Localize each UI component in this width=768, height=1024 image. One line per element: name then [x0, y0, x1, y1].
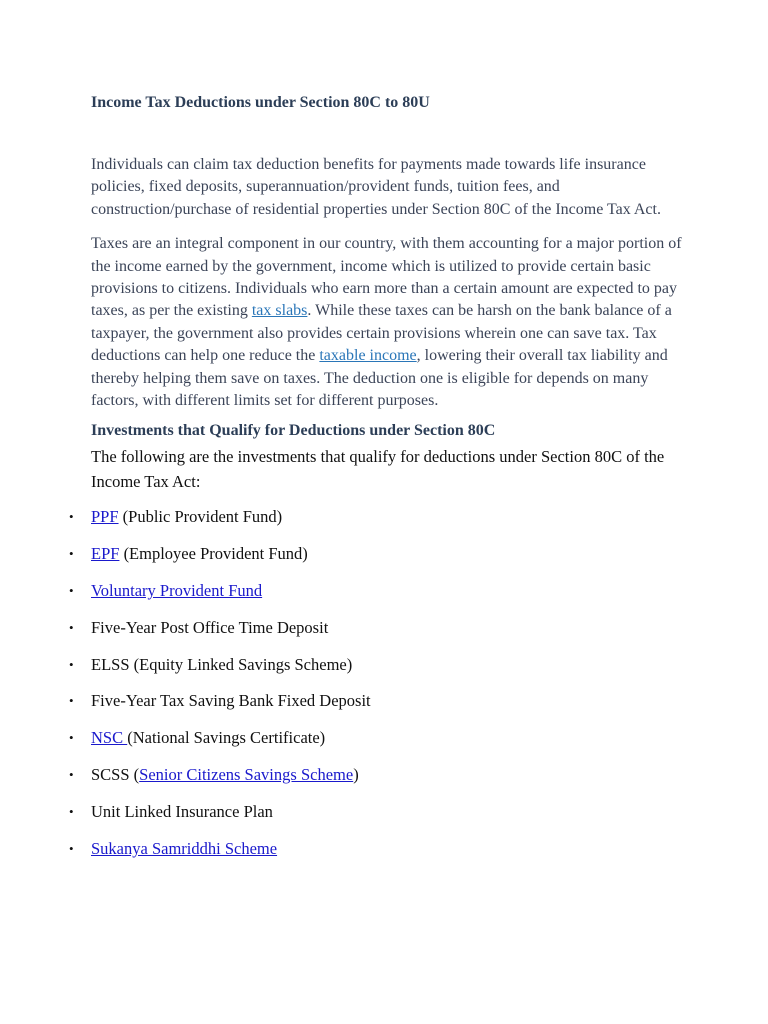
- list-item-scss: [47, 764, 691, 801]
- bullet-icon: •: [69, 730, 74, 746]
- list-item-ppf: [47, 506, 691, 543]
- section-heading: Investments that Qualify for Deductions under Section 80C: [91, 422, 496, 440]
- investments-list: [69, 506, 691, 874]
- section-intro: The following are the investments that qualify for deductions under Section 80C of the Income Tax Act:: [91, 447, 665, 492]
- bullet-icon: •: [69, 693, 74, 709]
- ppf-link[interactable]: PPF: [91, 507, 119, 527]
- list-item-ulip: [47, 801, 691, 838]
- voluntary-provident-fund-link[interactable]: Voluntary Provident Fund: [91, 581, 263, 601]
- sukanya-samriddhi-scheme-link[interactable]: Sukanya Samriddhi Scheme: [91, 838, 278, 858]
- list-item-suffix: ): [353, 765, 359, 785]
- tax-slabs-link[interactable]: tax slabs: [251, 302, 308, 320]
- list-item-text: Five-Year Tax Saving Bank Fixed Deposit: [91, 691, 371, 711]
- taxes-paragraph-text-3: , lowering their overall tax liability and thereby helping them save on taxes. The deduction one is eligible for depends on many factors, with different limits set for different purposes.: [91, 347, 668, 410]
- list-item-text: (Employee Provident Fund): [119, 544, 308, 564]
- list-item-bank-fixed-deposit: [47, 690, 691, 727]
- bullet-icon: •: [69, 546, 74, 562]
- list-item-elss: [47, 654, 691, 691]
- taxable-income-link[interactable]: taxable income: [319, 347, 417, 365]
- list-item-text: (Public Provident Fund): [118, 507, 283, 527]
- taxes-paragraph-text-1: Taxes are an integral component in our country, with them accounting for a major portion of the income earned by the government, income which is utilized to provide certain basic provisions to citizens. Individuals who earn more than a certain amount are expected to pay taxes, as per the existing: [91, 235, 682, 320]
- intro-paragraph: Individuals can claim tax deduction benefits for payments made towards life insurance policies, fixed deposits, superannuation/provident funds, tuition fees, and construction/purchase of residential properties under Section 80C of the Income Tax Act.: [91, 156, 661, 218]
- epf-link[interactable]: EPF: [91, 544, 120, 564]
- list-item-vpf: [47, 580, 691, 617]
- bullet-icon: •: [69, 840, 74, 856]
- list-item-nsc: [47, 727, 691, 764]
- bullet-icon: •: [69, 803, 74, 819]
- bullet-icon: •: [69, 619, 74, 635]
- list-item-text: ELSS (Equity Linked Savings Scheme): [91, 654, 353, 674]
- list-item-text: Five-Year Post Office Time Deposit: [91, 617, 329, 637]
- document-title: Income Tax Deductions under Section 80C to 80U: [91, 94, 430, 111]
- list-item-sukanya: [47, 838, 691, 875]
- taxes-paragraph-text-2: . While these taxes can be harsh on the bank balance of a taxpayer, the government also provides certain provisions wherein one can save tax. Tax deductions can help one reduce the: [91, 302, 672, 365]
- list-item-post-office-deposit: [47, 617, 691, 654]
- list-item-prefix: SCSS (: [91, 765, 140, 785]
- bullet-icon: •: [69, 656, 74, 672]
- document-page: [69, 92, 691, 874]
- senior-citizens-savings-scheme-link[interactable]: Senior Citizens Savings Scheme: [139, 765, 354, 785]
- list-item-text: Unit Linked Insurance Plan: [91, 801, 273, 821]
- bullet-icon: •: [69, 583, 74, 599]
- bullet-icon: •: [69, 767, 74, 783]
- bullet-icon: •: [69, 509, 74, 525]
- list-item-epf: [47, 543, 691, 580]
- list-item-text: (National Savings Certificate): [127, 728, 326, 748]
- taxes-paragraph: [91, 233, 691, 412]
- nsc-link[interactable]: NSC: [91, 728, 128, 748]
